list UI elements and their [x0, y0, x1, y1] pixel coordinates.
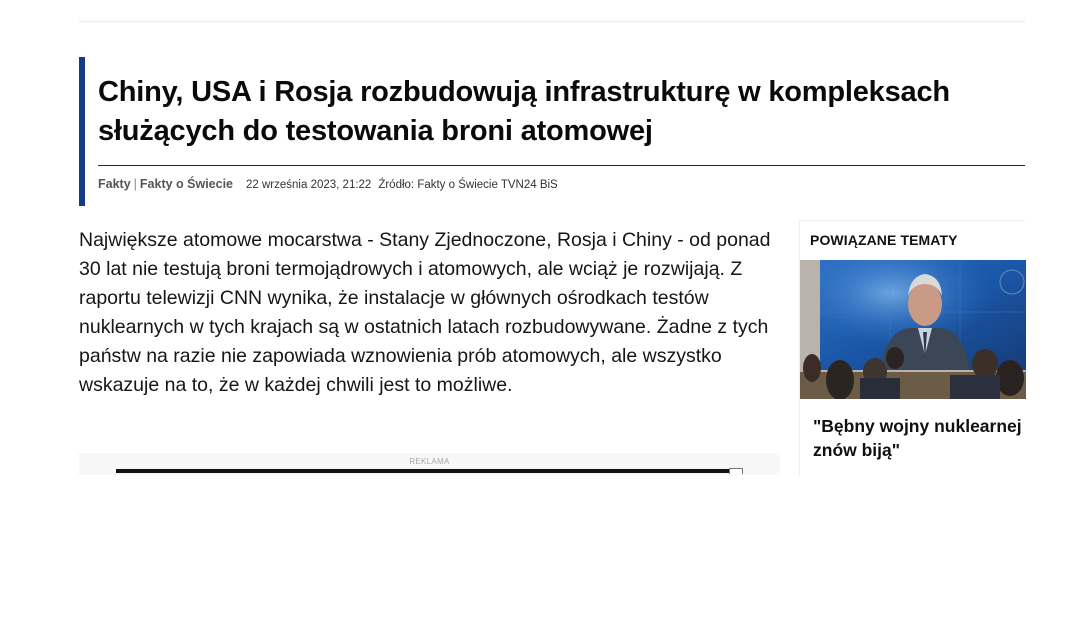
ad-slot[interactable] [79, 453, 780, 475]
breadcrumb [98, 177, 233, 191]
breadcrumb-separator: | [133, 177, 137, 191]
article-source: Źródło: Fakty o Świecie TVN24 BiS [378, 179, 558, 191]
breadcrumb-subcategory-link[interactable]: Fakty o Świecie [139, 177, 234, 191]
related-item-image[interactable] [800, 260, 1026, 399]
publish-date: 22 września 2023, 21:22 [246, 179, 372, 191]
article-headline: Chiny, USA i Rosja rozbudowują infrastrukturę w kompleksach służących do testowania broni atomowej [98, 76, 950, 147]
related-topics-title: POWIĄZANE TEMATY [810, 232, 958, 248]
ad-close-icon[interactable] [729, 468, 743, 474]
article-meta [98, 177, 558, 195]
ad-label: REKLAMA [409, 457, 450, 466]
ad-banner[interactable] [116, 469, 742, 473]
breadcrumb-category-link[interactable]: Fakty [98, 177, 131, 191]
header-divider [98, 165, 1025, 166]
top-divider [79, 20, 1025, 23]
related-topics [799, 220, 1025, 476]
video-conference-photo-icon [800, 260, 1026, 399]
header-accent-bar [79, 57, 85, 206]
related-item-caption[interactable]: "Bębny wojny nuklearnej znów biją" [813, 416, 1022, 460]
article-header [79, 57, 1025, 207]
article-lead: Największe atomowe mocarstwa - Stany Zjednoczone, Rosja i Chiny - od ponad 30 lat nie testują broni termojądrowych i atomowych, ale wciąż je rozwijają. Z raportu telewizji CNN wynika, że instalacje w głównych ośrodkach testów nuklearnych w tych krajach są w ostatnich latach rozbudowywane. Żadne z tych państw na razie nie zapowiada wznowienia prób atomowych, ale wszystko wskazuje na to, że w każdej chwili jest to możliwe. [79, 229, 771, 396]
